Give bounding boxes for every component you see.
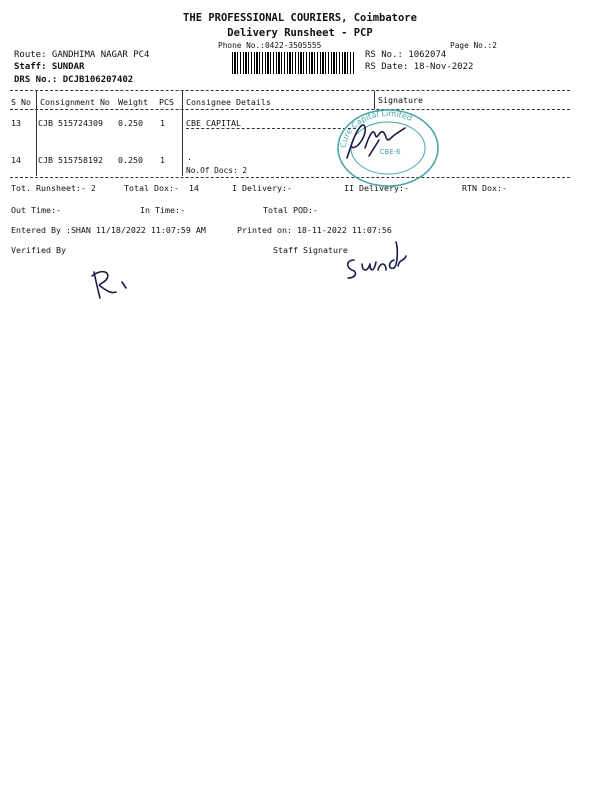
stamp-inner-text: CBE-6 (379, 148, 401, 156)
rs-number: RS No.: 1062074 (365, 50, 447, 60)
page-number: Page No.:2 (450, 41, 497, 50)
rtn-dox: RTN Dox:- (462, 183, 507, 193)
row-pcs: 1 (160, 118, 165, 128)
stamp-text: Cure Capital Limited (338, 108, 414, 149)
row-pcs: 1 (160, 155, 165, 165)
row-consignment-no: CJB 515758192 (38, 155, 103, 165)
total-runsheet: Tot. Runsheet:- 2 (11, 183, 96, 193)
row-sno: 14 (11, 155, 21, 165)
column-divider (182, 110, 183, 176)
column-divider (36, 91, 37, 109)
staff-signature-handwriting (340, 238, 410, 283)
row-sno: 13 (11, 118, 21, 128)
total-dox: Total Dox:- 14 (124, 183, 199, 193)
header-top-rule (10, 90, 570, 91)
row-consignment-no: CJB 515724309 (38, 118, 103, 128)
route-label: Route: GANDHIMA NAGAR PC4 (14, 50, 150, 60)
document-title: Delivery Runsheet - PCP (227, 27, 373, 39)
i-delivery: I Delivery:- (232, 183, 292, 193)
table-bottom-rule (10, 177, 570, 178)
column-header-signature: Signature (378, 95, 423, 105)
entered-by: Entered By :SHAN 11/18/2022 11:07:59 AM (11, 225, 206, 235)
column-header-sno: S No (11, 97, 31, 107)
handwritten-signature (335, 118, 415, 168)
staff-label: Staff: SUNDAR (14, 62, 85, 72)
row-weight: 0.250 (118, 155, 143, 165)
row-underline (186, 128, 356, 129)
drs-number: DRS No.: DCJB106207402 (14, 75, 134, 85)
column-header-consignment: Consignment No (40, 97, 110, 107)
row-doc-count: No.Of Docs: 2 (186, 166, 248, 175)
row-weight: 0.250 (118, 118, 143, 128)
column-header-weight: Weight (118, 97, 148, 107)
verified-by-label: Verified By (11, 245, 66, 255)
barcode-image (232, 52, 354, 74)
in-time: In Time:- (140, 205, 185, 215)
total-pod: Total POD:- (263, 205, 318, 215)
phone-number: Phone No.:0422-3505555 (218, 41, 322, 50)
column-divider (36, 110, 37, 176)
verifier-initials (86, 264, 146, 304)
row-consignee-details: . (187, 152, 192, 162)
company-title: THE PROFESSIONAL COURIERS, Coimbatore (183, 12, 417, 24)
staff-signature-label: Staff Signature (273, 245, 348, 255)
column-header-pcs: PCS (159, 97, 174, 107)
column-header-consignee: Consignee Details (186, 97, 271, 107)
ii-delivery: II Delivery:- (344, 183, 409, 193)
column-divider (182, 91, 183, 109)
header-bottom-rule (10, 109, 570, 110)
row-consignee-details: CBE CAPITAL (186, 118, 241, 128)
out-time: Out Time:- (11, 205, 61, 215)
printed-on: Printed on: 18-11-2022 11:07:56 (237, 225, 392, 235)
rs-date: RS Date: 18-Nov-2022 (365, 62, 474, 72)
